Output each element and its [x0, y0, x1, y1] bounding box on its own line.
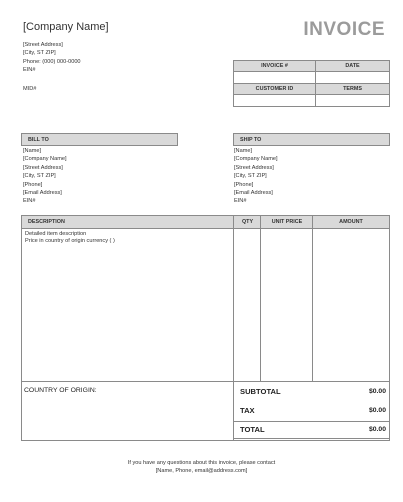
item-description-cell[interactable] [25, 231, 115, 246]
amount-column-divider [312, 216, 313, 382]
ship-to-line: [Email Address] [234, 190, 273, 197]
tax-value: $0.00 [368, 407, 386, 414]
bill-to-line: [Company Name] [23, 156, 67, 163]
unit-price-column-divider [260, 216, 261, 382]
terms-value[interactable] [316, 95, 390, 107]
terms-label: TERMS [316, 84, 390, 95]
customer-id-value[interactable] [234, 95, 316, 107]
company-mid: MID# [23, 86, 37, 92]
bill-to-line: EIN# [23, 198, 36, 205]
item-description-line: Detailed item description [25, 231, 87, 237]
ship-to-line: [City, ST ZIP] [234, 173, 267, 180]
unit-price-header: UNIT PRICE [271, 219, 303, 225]
company-phone: Phone: (000) 000-0000 [23, 58, 81, 65]
ship-to-line: [Name] [234, 148, 253, 154]
footer-contact-details: [Name, Phone, email@address.com] [155, 468, 248, 474]
footer-contact-note: If you have any questions about this invoice, please contact [127, 460, 276, 466]
country-of-origin-label: COUNTRY OF ORIGIN: [24, 387, 97, 394]
subtotal-label: SUBTOTAL [240, 387, 281, 396]
bill-to-block [23, 147, 67, 206]
customer-id-label: CUSTOMER ID [234, 84, 316, 95]
items-body-bottom-rule [22, 381, 389, 382]
total-label: TOTAL [240, 425, 265, 434]
company-street: [Street Address] [23, 42, 63, 48]
invoice-meta-table [233, 60, 390, 107]
ship-to-line: EIN# [234, 198, 247, 205]
qty-header: QTY [241, 219, 254, 225]
company-city: [City, ST ZIP] [23, 50, 56, 57]
ship-to-header: SHIP TO [233, 133, 390, 146]
company-name: [Company Name] [23, 21, 109, 33]
bill-to-line: [Email Address] [23, 190, 62, 197]
bill-to-line: [Phone] [23, 181, 43, 188]
date-value[interactable] [316, 72, 390, 84]
ship-to-block [234, 147, 278, 206]
amount-header: AMOUNT [339, 219, 363, 225]
bill-to-line: [City, ST ZIP] [23, 173, 56, 180]
total-value: $0.00 [368, 426, 386, 433]
tax-label: TAX [240, 406, 255, 415]
company-ein: EIN# [23, 67, 36, 74]
company-address-block [23, 41, 81, 75]
subtotal-value: $0.00 [368, 388, 386, 395]
ship-to-line: [Street Address] [234, 164, 274, 171]
ship-to-line: [Company Name] [234, 156, 278, 163]
qty-column-divider [233, 216, 234, 440]
invoice-number-label: INVOICE # [234, 61, 316, 72]
bill-to-line: [Street Address] [23, 164, 63, 171]
invoice-number-value[interactable] [234, 72, 316, 84]
bill-to-line: [Name] [23, 148, 42, 154]
item-price-currency-line: Price in country of origin currency ( ) [25, 238, 115, 245]
ship-to-line: [Phone] [234, 181, 254, 188]
date-label: DATE [316, 61, 390, 72]
invoice-title: INVOICE [303, 19, 385, 40]
bill-to-header: BILL TO [21, 133, 178, 146]
description-header: DESCRIPTION [28, 219, 65, 225]
items-table [21, 215, 390, 441]
